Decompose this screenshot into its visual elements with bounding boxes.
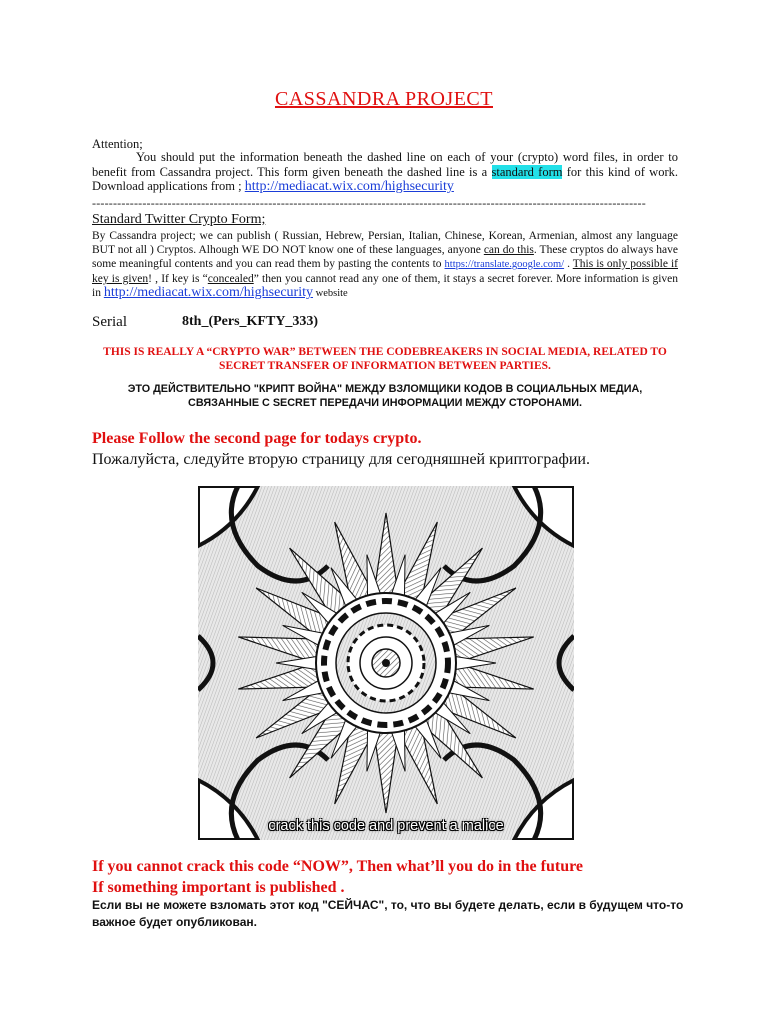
follow-second-page-en: Please Follow the second page for todays crypto.: [92, 430, 422, 447]
crack-code-question-en: [92, 856, 712, 898]
standard-form-paragraph: [92, 229, 678, 301]
standard-form-highlight: standard form: [491, 164, 563, 179]
attention-text-b: for this kind of work. Download applications from ;: [92, 164, 678, 193]
crack-code-question-line-1: If you cannot crack this code “NOW”, Then what’ll you do in the future: [92, 858, 583, 875]
highsecurity-link-2[interactable]: http://mediacat.wix.com/highsecurity: [103, 285, 314, 300]
standard-form-text-d: ! , If key is “: [148, 273, 208, 285]
crack-code-question-line-2: If something important is published .: [92, 879, 345, 896]
only-possible-text: This is only possible if key is given: [92, 258, 679, 285]
serial-label: Serial: [92, 314, 127, 330]
attention-label: Attention;: [92, 137, 143, 151]
attention-paragraph: [92, 150, 678, 195]
standard-form-text-b: . These cryptos do always have some meaningful contents and you can read them by pasting the contents to: [92, 244, 678, 270]
dashed-divider: ------------------------------------------------------------------------------------------------------------------------------------: [92, 196, 646, 210]
crack-code-question-ru: Если вы не можете взломать этот код "СЕЙЧАС", то, что вы будете делать, если в будущем что-то важное будет опубликован.: [92, 898, 684, 929]
standard-form-text-a: By Cassandra project; we can publish ( Russian, Hebrew, Persian, Italian, Chinese, Korean, Armenian, almost any language BUT not all ) Cryptos. Alhough WE DO NOT know one of these languages, anyone: [92, 230, 678, 256]
highsecurity-link[interactable]: http://mediacat.wix.com/highsecurity: [244, 179, 454, 194]
website-label: website: [313, 288, 348, 299]
follow-second-page-ru: Пожалуйста, следуйте вторую страницу для сегодняшней криптографии.: [92, 451, 590, 468]
attention-text-a: You should put the information beneath the dashed line on each of your (crypto) word files, in order to benefit from Cassandra project. This form given beneath the dashed line is a: [92, 150, 678, 179]
concealed-text: concealed: [207, 273, 254, 285]
serial-value: 8th_(Pers_KFTY_333): [182, 314, 319, 329]
image-caption: crack this code and prevent a malice: [268, 818, 504, 834]
crypto-war-warning-en: THIS IS REALLY A “CRYPTO WAR” BETWEEN THE CODEBREAKERS IN SOCIAL MEDIA, RELATED TO SECRET TRANSFER OF INFORMATION BETWEEN PARTIES.: [103, 346, 667, 372]
translate-link[interactable]: https://translate.google.com/: [444, 259, 565, 270]
standard-form-title: Standard Twitter Crypto Form;: [92, 212, 266, 227]
crypto-war-warning-ru: ЭТО ДЕЙСТВИТЕЛЬНО "КРИПТ ВОЙНА" МЕЖДУ ВЗЛОМЩИКИ КОДОВ В СОЦИАЛЬНЫХ МЕДИА, СВЯЗАННЫЕ С SECRET ПЕРЕДАЧИ ИНФОРМАЦИИ МЕЖДУ СТОРОНАМИ.: [127, 383, 643, 409]
page-title: CASSANDRA PROJECT: [274, 88, 493, 110]
standard-form-text-c: .: [564, 258, 573, 270]
mandala-crypto-image: [198, 486, 574, 840]
standard-form-text-e: ” then you cannot read any one of them, it stays a secret forever. More information is given in: [92, 273, 679, 299]
can-do-this-text: can do this: [483, 244, 534, 256]
